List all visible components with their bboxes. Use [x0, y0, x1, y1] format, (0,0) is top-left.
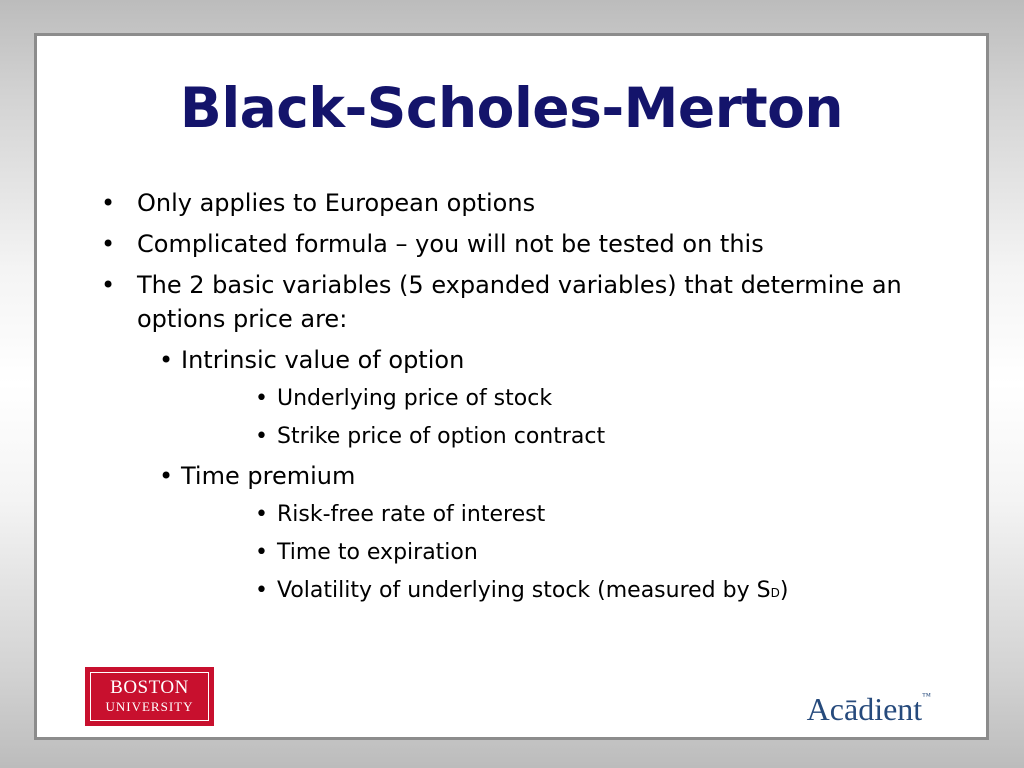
- volatility-text: Volatility of underlying stock (measured by S: [277, 578, 771, 603]
- bu-logo-line1: BOSTON: [110, 677, 189, 698]
- sub-bullet-time-premium: • Time premium: [159, 459, 946, 493]
- slide-title: Black-Scholes-Merton: [179, 76, 844, 140]
- volatility-subscript: D: [770, 586, 780, 600]
- sub-sub-bullet: • Time to expiration: [255, 537, 946, 569]
- sub-sub-bullet: • Risk-free rate of interest: [255, 499, 946, 531]
- boston-university-logo-frame: [90, 672, 209, 721]
- sub-sub-bullet-volatility: [255, 575, 946, 609]
- bullet-item: • Complicated formula – you will not be tested on this: [101, 227, 946, 261]
- acadient-logo-text: Acādient: [806, 691, 923, 727]
- sub-bullet-intrinsic: • Intrinsic value of option: [159, 343, 946, 377]
- sub-sub-bullet: • Underlying price of stock: [255, 383, 946, 415]
- boston-university-logo: [85, 667, 214, 726]
- bullet-item: • Only applies to European options: [101, 186, 946, 220]
- bullet-list: [101, 186, 946, 615]
- acadient-logo: [807, 691, 931, 728]
- acadient-trademark: ™: [922, 691, 931, 701]
- slide: [34, 33, 989, 740]
- sub-sub-bullet: • Strike price of option contract: [255, 421, 946, 453]
- bu-logo-line2: UNIVERSITY: [105, 699, 194, 714]
- bullet-item: • The 2 basic variables (5 expanded variables) that determine an options price are:: [101, 268, 946, 336]
- volatility-close: ): [779, 578, 789, 603]
